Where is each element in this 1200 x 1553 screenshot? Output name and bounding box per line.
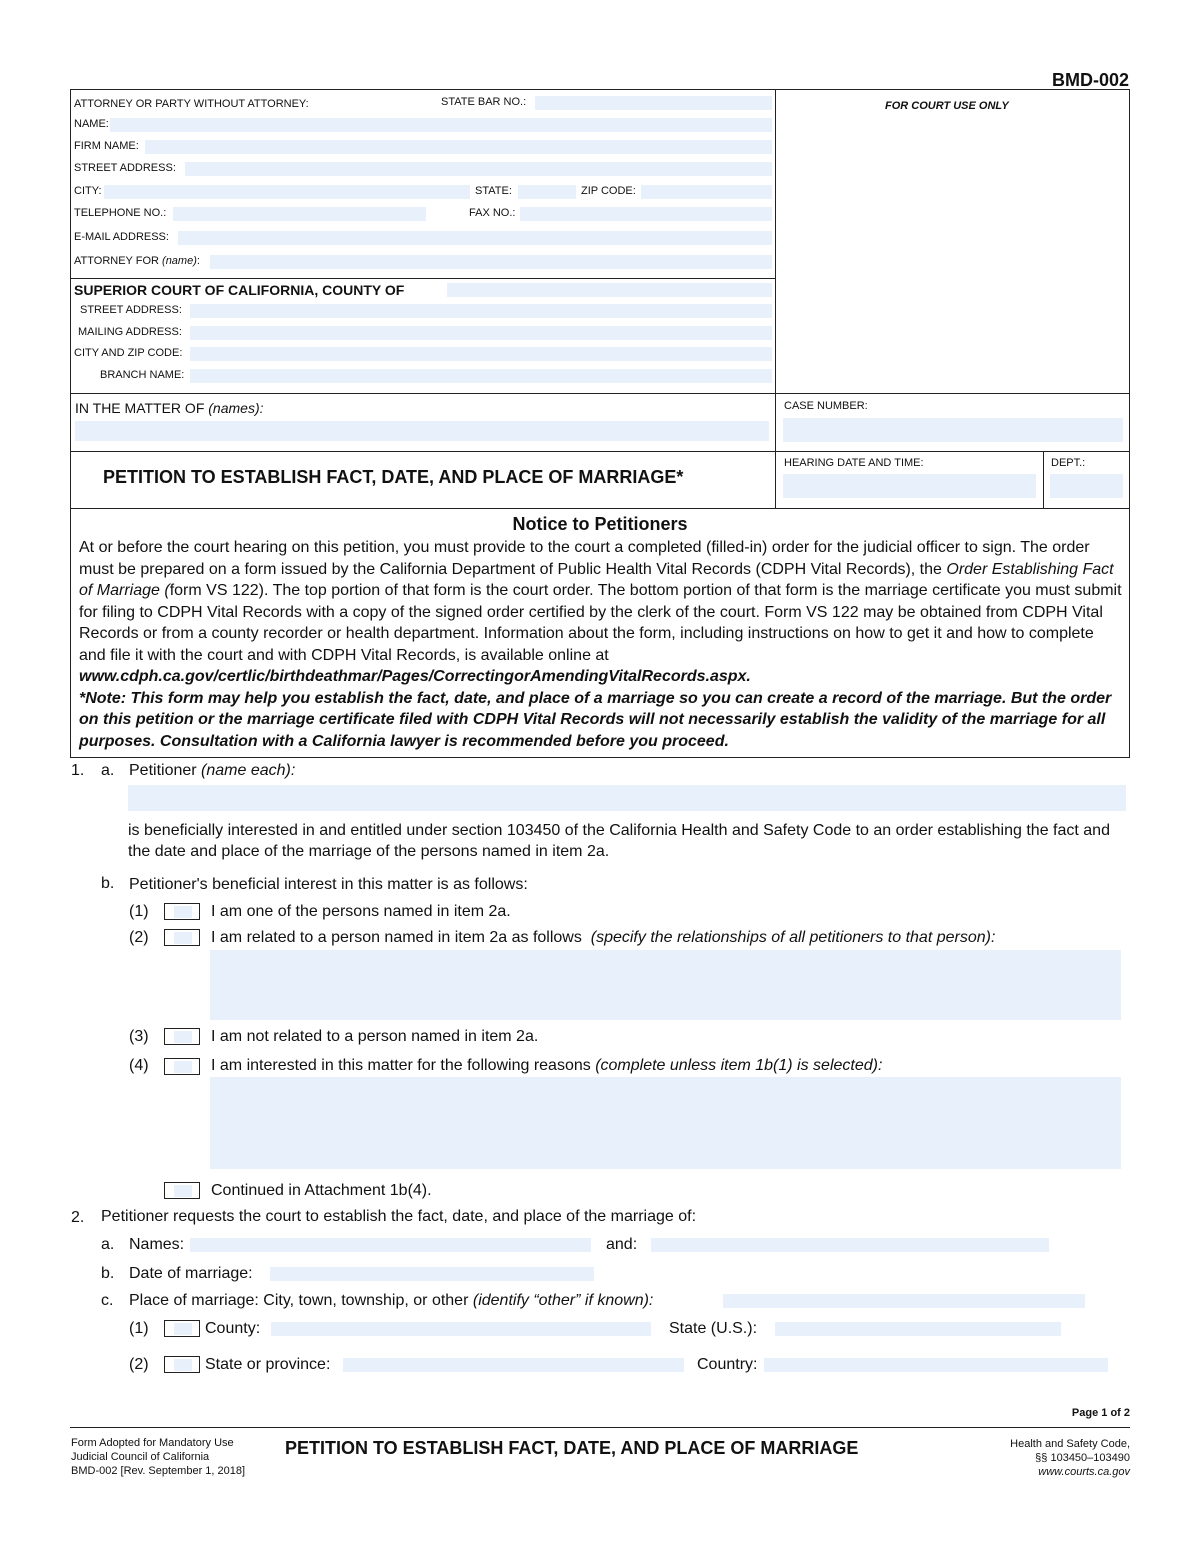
name-field[interactable] [110, 118, 772, 132]
court-street-field[interactable] [190, 304, 772, 318]
relationship-field[interactable] [210, 950, 1121, 1020]
opt4-num: (4) [129, 1057, 149, 1074]
item1-b: b. [101, 875, 115, 892]
dept-field[interactable] [1050, 474, 1123, 498]
adopted-line1: Form Adopted for Mandatory Use [71, 1437, 234, 1449]
place-field[interactable] [723, 1294, 1085, 1308]
petitioner-label: Petitioner (name each): [129, 762, 296, 779]
province-label: State or province: [205, 1356, 331, 1373]
court-branch-label: BRANCH NAME: [100, 369, 185, 381]
title-divider [70, 451, 1130, 452]
names-label: Names: [129, 1236, 185, 1253]
matter-field[interactable] [75, 421, 769, 441]
opt3-checkbox[interactable] [164, 1028, 200, 1045]
item2-b: b. [101, 1265, 115, 1282]
country-label: Country: [697, 1356, 758, 1373]
continued-checkbox[interactable] [164, 1182, 200, 1199]
country-field[interactable] [764, 1358, 1108, 1372]
street-field[interactable] [185, 162, 772, 176]
email-field[interactable] [178, 231, 772, 245]
city-field[interactable] [104, 185, 470, 199]
adopted-line2: Judicial Council of California [71, 1451, 210, 1463]
name-label: NAME: [74, 118, 109, 130]
court-divider [70, 278, 776, 279]
attorney-for-field[interactable] [210, 255, 772, 269]
form-id: BMD-002 [1051, 70, 1129, 90]
c2-num: (2) [129, 1356, 149, 1373]
opt1-label: I am one of the persons named in item 2a. [211, 903, 511, 920]
court-street-label: STREET ADDRESS: [80, 304, 182, 316]
matter-label: IN THE MATTER OF (names): [75, 400, 264, 416]
footer-rule [70, 1427, 1130, 1428]
opt1-num: (1) [129, 903, 149, 920]
street-label: STREET ADDRESS: [74, 162, 176, 174]
item2-label: Petitioner requests the court to establish the fact, date, and place of the marriage of: [101, 1208, 697, 1225]
footer-title: PETITION TO ESTABLISH FACT, DATE, AND PLACE OF MARRIAGE [285, 1438, 859, 1458]
item1-number: 1. [71, 762, 85, 779]
opt1-checkbox[interactable] [164, 903, 200, 920]
court-title: SUPERIOR COURT OF CALIFORNIA, COUNTY OF [74, 282, 405, 298]
item1-a: a. [101, 762, 115, 779]
state-field[interactable] [518, 185, 576, 199]
case-number-field[interactable] [783, 418, 1123, 442]
opt3-num: (3) [129, 1028, 149, 1045]
name2-field[interactable] [651, 1238, 1049, 1252]
court-cityzip-label: CITY AND ZIP CODE: [74, 347, 183, 359]
reasons-field[interactable] [210, 1077, 1121, 1169]
petitioner-field[interactable] [128, 785, 1126, 811]
form-title: PETITION TO ESTABLISH FACT, DATE, AND PLACE OF MARRIAGE* [103, 467, 684, 487]
opt2-label: I am related to a person named in item 2a as follows (specify the relationships of all petitioners to that person): [211, 929, 996, 946]
item2-number: 2. [71, 1209, 85, 1226]
phone-label: TELEPHONE NO.: [74, 207, 167, 219]
court-cityzip-field[interactable] [190, 347, 772, 361]
court-mailing-field[interactable] [190, 326, 772, 340]
county-checkbox[interactable] [164, 1320, 200, 1337]
court-mailing-label: MAILING ADDRESS: [78, 326, 182, 338]
code-line1: Health and Safety Code, [1010, 1438, 1130, 1450]
b-label: Petitioner's beneficial interest in this matter is as follows: [129, 876, 528, 893]
notice-heading: Notice to Petitioners [512, 514, 688, 534]
county-field[interactable] [447, 283, 772, 297]
continued-label: Continued in Attachment 1b(4). [211, 1182, 432, 1199]
fax-field[interactable] [520, 207, 772, 221]
state-bar-label: STATE BAR NO.: [441, 96, 527, 108]
province-field[interactable] [343, 1358, 684, 1372]
opt2-checkbox[interactable] [164, 929, 200, 946]
case-number-label: CASE NUMBER: [784, 400, 868, 412]
fax-label: FAX NO.: [469, 207, 516, 219]
zip-field[interactable] [641, 185, 772, 199]
province-checkbox[interactable] [164, 1356, 200, 1373]
city-label: CITY: [74, 185, 102, 197]
attorney-label: ATTORNEY OR PARTY WITHOUT ATTORNEY: [74, 98, 309, 110]
court-branch-field[interactable] [190, 369, 772, 383]
interest-text: is beneficially interested in and entitled under section 103450 of the California Health and Safety Code to an order establishing the fact and the date and place of the marriage of the persons named in item 2a. [128, 822, 1110, 860]
opt4-checkbox[interactable] [164, 1058, 200, 1075]
courts-website[interactable]: www.courts.ca.gov [1038, 1466, 1130, 1478]
state-us-label: State (U.S.): [669, 1320, 758, 1337]
place-label: Place of marriage: City, town, township, or other (identify “other” if known): [129, 1292, 654, 1309]
matter-divider [70, 393, 1130, 394]
state-label: STATE: [475, 185, 512, 197]
page-number: Page 1 of 2 [1071, 1407, 1130, 1419]
dept-label: DEPT.: [1051, 457, 1086, 469]
caption-vdivider [775, 89, 776, 509]
opt4-label: I am interested in this matter for the following reasons (complete unless item 1b(1) is selected): [211, 1057, 883, 1074]
marriage-county-field[interactable] [271, 1322, 651, 1336]
firm-field[interactable] [145, 140, 772, 154]
adopted-line3: BMD-002 [Rev. September 1, 2018] [71, 1465, 246, 1477]
opt2-num: (2) [129, 929, 149, 946]
dept-divider [1043, 451, 1044, 509]
notice-body: At or before the court hearing on this petition, you must provide to the court a completed (filled-in) order for the judicial officer to sign. The order must be prepared on a form issued by the California Department of Public Health Vital Records (CDPH Vital Records), the Order Establishing Fact of Marriage (form VS 122). The top portion of that form is the court order. The bottom portion of that form is the marriage certificate you must submit for filing to CDPH Vital Records with a copy of the signed order certified by the clerk of the court. Form VS 122 may be obtained from CDPH Vital Records or from a county recorder or health department. Information about the form, including instructions on how to get it and how to complete and file it with the court and with CDPH Vital Records, is available online at www.cdph.ca.gov/certlic/birthdeathmar/Pages/CorrectingorAmendingVitalRecords.aspx. *Note: This form may help you establish the fact, date, and place of a marriage so you can create a record of the marriage. But the order on this petition or the marriage certificate filed with CDPH Vital Records will not necessarily establish the validity of the marriage for all purposes. Consultation with a California lawyer is recommended before you proceed. [79, 539, 1122, 750]
date-field[interactable] [270, 1267, 594, 1281]
code-line2: §§ 103450–103490 [1035, 1452, 1130, 1464]
date-label: Date of marriage: [129, 1265, 253, 1282]
hearing-label: HEARING DATE AND TIME: [784, 457, 924, 469]
zip-label: ZIP CODE: [581, 185, 636, 197]
and-label: and: [606, 1236, 638, 1253]
court-use-label: FOR COURT USE ONLY [885, 100, 1009, 112]
c1-num: (1) [129, 1320, 149, 1337]
firm-label: FIRM NAME: [74, 140, 139, 152]
attorney-for-label: ATTORNEY FOR (name): [74, 255, 200, 267]
phone-field[interactable] [173, 207, 426, 221]
state-bar-field[interactable] [535, 96, 772, 110]
county-label: County: [205, 1320, 261, 1337]
hearing-field[interactable] [783, 474, 1036, 498]
state-us-field[interactable] [775, 1322, 1061, 1336]
item2-a: a. [101, 1236, 115, 1253]
name1-field[interactable] [190, 1238, 591, 1252]
email-label: E-MAIL ADDRESS: [74, 231, 169, 243]
opt3-label: I am not related to a person named in item 2a. [211, 1028, 539, 1045]
item2-c: c. [101, 1292, 114, 1309]
